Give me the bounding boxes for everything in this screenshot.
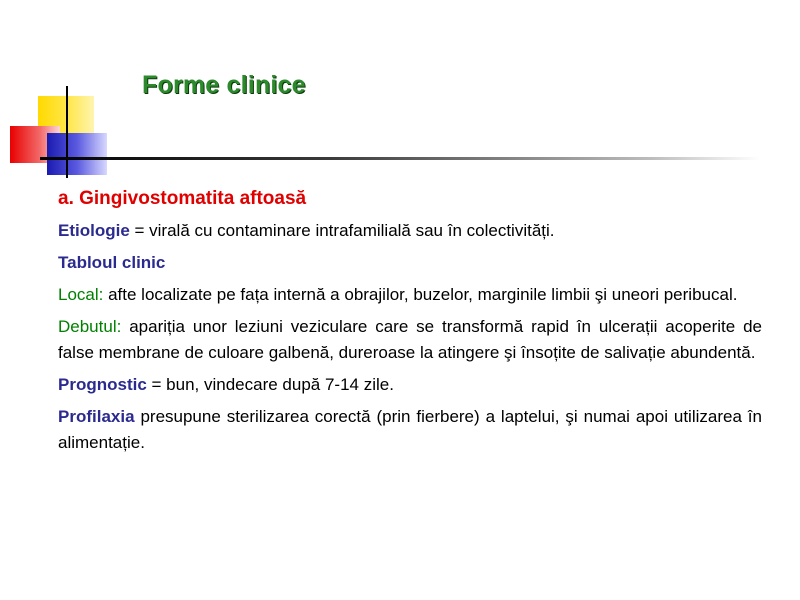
clinical-picture-label: Tabloul clinic xyxy=(58,253,166,272)
slide-title: Forme clinice xyxy=(142,71,306,99)
local-text: afte localizate pe fața internă a obrajilor, buzelor, marginile limbii şi uneori peribucal. xyxy=(103,285,738,304)
onset-paragraph xyxy=(58,314,762,366)
local-paragraph xyxy=(58,282,762,308)
decorative-vertical-line xyxy=(66,86,68,178)
onset-text: apariția unor leziuni veziculare care se transformă rapid în ulcerații acoperite de false membrane de culoare galbenă, dureroase la atingere şi însoțite de salivație abundentă. xyxy=(58,317,762,362)
onset-label: Debutul: xyxy=(58,317,122,336)
decorative-blue-square xyxy=(47,133,107,175)
etiology-label: Etiologie xyxy=(58,221,130,240)
title-divider-line xyxy=(40,157,760,160)
prophylaxis-paragraph xyxy=(58,404,762,456)
etiology-text: = virală cu contaminare intrafamilială sau în colectivități. xyxy=(129,221,555,240)
slide-content xyxy=(58,186,762,462)
prognosis-text: = bun, vindecare după 7-14 zile. xyxy=(146,375,394,394)
etiology-paragraph xyxy=(58,218,762,244)
local-label: Local: xyxy=(58,285,104,304)
prognosis-paragraph xyxy=(58,372,762,398)
section-subtitle: a. Gingivostomatita aftoasă xyxy=(58,188,307,209)
prophylaxis-label: Profilaxia xyxy=(58,407,135,426)
clinical-picture-paragraph xyxy=(58,250,762,276)
prophylaxis-text: presupune sterilizarea corectă (prin fierbere) a laptelui, şi numai apoi utilizarea în alimentație. xyxy=(58,407,762,452)
prognosis-label: Prognostic xyxy=(58,375,147,394)
